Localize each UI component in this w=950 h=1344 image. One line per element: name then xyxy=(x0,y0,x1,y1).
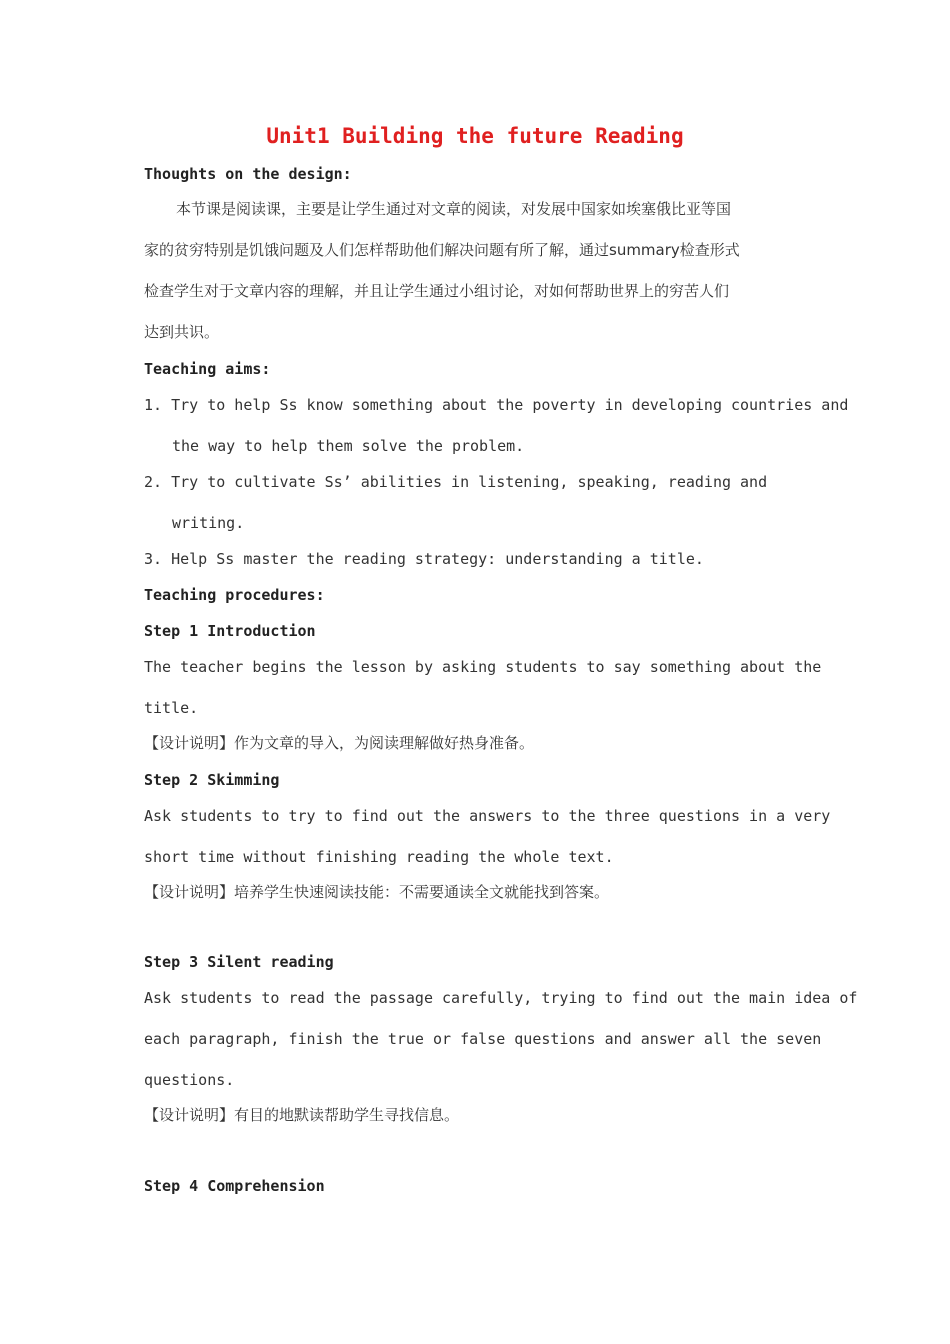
step1-heading: Step 1 Introduction xyxy=(144,622,316,640)
aim-item-continuation: the way to help them solve the problem. xyxy=(172,437,525,455)
design-paragraph-line: 本节课是阅读课，主要是让学生通过对文章的阅读，对发展中国家如埃塞俄比亚等国 xyxy=(176,200,732,218)
step3-text-line: Ask students to read the passage carefully, trying to find out the main idea of xyxy=(144,989,858,1007)
step2-text-line: short time without finishing reading the whole text. xyxy=(144,848,614,866)
step3-text-line: each paragraph, finish the true or false questions and answer all the seven xyxy=(144,1030,822,1048)
design-heading: Thoughts on the design: xyxy=(144,165,352,183)
step2-text-line: Ask students to try to find out the answers to the three questions in a very xyxy=(144,807,831,825)
step4-heading: Step 4 Comprehension xyxy=(144,1177,325,1195)
procedures-heading: Teaching procedures: xyxy=(144,586,325,604)
design-paragraph-line: 检查学生对于文章内容的理解，并且让学生通过小组讨论，对如何帮助世界上的穷苦人们 xyxy=(144,282,730,300)
step2-heading: Step 2 Skimming xyxy=(144,771,280,789)
step1-design-note: 【设计说明】作为文章的导入，为阅读理解做好热身准备。 xyxy=(144,734,535,752)
design-paragraph-line: 达到共识。 xyxy=(144,323,220,341)
step2-design-note: 【设计说明】培养学生快速阅读技能：不需要通读全文就能找到答案。 xyxy=(144,883,610,901)
step1-text-line: The teacher begins the lesson by asking students to say something about the xyxy=(144,658,822,676)
aim-item: 3. Help Ss master the reading strategy: understanding a title. xyxy=(144,550,704,568)
aims-heading: Teaching aims: xyxy=(144,360,271,378)
step3-heading: Step 3 Silent reading xyxy=(144,953,334,971)
step3-design-note: 【设计说明】有目的地默读帮助学生寻找信息。 xyxy=(144,1106,460,1124)
step1-text-line: title. xyxy=(144,699,199,717)
aim-item-continuation: writing. xyxy=(172,514,245,532)
document-title: Unit1 Building the future Reading xyxy=(266,124,684,148)
step3-text-line: questions. xyxy=(144,1071,235,1089)
design-paragraph-line: 家的贫穷特别是饥饿问题及人们怎样帮助他们解决问题有所了解，通过summary检查形式 xyxy=(144,241,740,259)
aim-item: 1. Try to help Ss know something about the poverty in developing countries and xyxy=(144,396,849,414)
aim-item: 2. Try to cultivate Ss’ abilities in listening, speaking, reading and xyxy=(144,473,768,491)
